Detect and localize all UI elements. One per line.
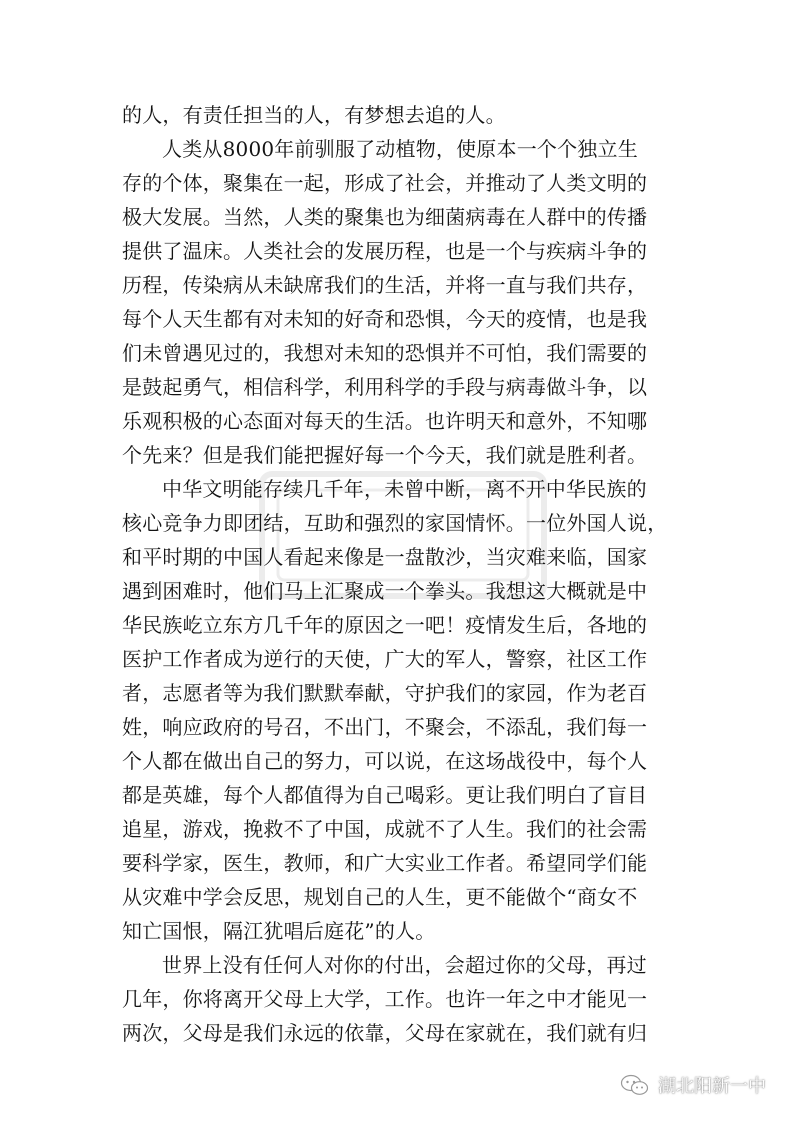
- text-line: 要科学家，医生，教师，和广大实业工作者。希望同学们能: [122, 851, 648, 875]
- text-line: 个先来？但是我们能把握好每一个今天，我们就是胜利者。: [122, 443, 648, 467]
- text-line: 每个人天生都有对未知的好奇和恐惧，今天的疫情，也是我: [122, 307, 648, 331]
- text-line: 极大发展。当然，人类的聚集也为细菌病毒在人群中的传播: [122, 205, 648, 229]
- text-line: 个人都在做出自己的努力，可以说，在这场战役中，每个人: [122, 749, 648, 773]
- text-line: 们未曾遇见过的，我想对未知的恐惧并不可怕，我们需要的: [122, 341, 648, 365]
- text-line: 历程，传染病从未缺席我们的生活，并将一直与我们共存，: [122, 273, 648, 297]
- account-watermark: [620, 1072, 766, 1098]
- text-line: 知亡国恨，隔江犹唱后庭花”的人。: [122, 919, 436, 943]
- text-line: 遇到困难时，他们马上汇聚成一个拳头。我想这大概就是中: [122, 579, 648, 603]
- text-line: 姓，响应政府的号召，不出门，不聚会，不添乱，我们每一: [122, 715, 648, 739]
- paragraph-first-line: 中华文明能存续几千年，未曾中断，离不开中华民族的: [162, 477, 647, 501]
- document-body: [122, 98, 682, 1050]
- text-line: 都是英雄，每个人都值得为自己喝彩。更让我们明白了盲目: [122, 783, 648, 807]
- text-line: 华民族屹立东方几千年的原因之一吧！疫情发生后，各地的: [122, 613, 648, 637]
- text-line: 者，志愿者等为我们默默奉献，守护我们的家园，作为老百: [122, 681, 648, 705]
- paragraph-first-line: 世界上没有任何人对你的付出，会超过你的父母，再过: [162, 953, 647, 977]
- text-line: 提供了温床。人类社会的发展历程，也是一个与疾病斗争的: [122, 239, 648, 263]
- text-line: 存的个体，聚集在一起，形成了社会，并推动了人类文明的: [122, 171, 648, 195]
- account-name: 湖北阳新一中: [658, 1076, 766, 1097]
- text-line: 从灾难中学会反思，规划自己的人生，更不能做个“商女不: [122, 885, 638, 909]
- text-line: 的人，有责任担当的人，有梦想去追的人。: [122, 103, 506, 127]
- text-line: 追星，游戏，挽救不了中国，成就不了人生。我们的社会需: [122, 817, 648, 841]
- text-line: 几年，你将离开父母上大学，工作。也许一年之中才能见一: [122, 987, 648, 1011]
- wechat-icon: [620, 1074, 650, 1096]
- text-line: 乐观积极的心态面对每天的生活。也许明天和意外，不知哪: [122, 409, 648, 433]
- text-line: 和平时期的中国人看起来像是一盘散沙，当灾难来临，国家: [122, 545, 648, 569]
- text-line: 医护工作者成为逆行的天使，广大的军人，警察，社区工作: [122, 647, 648, 671]
- text-line: 是鼓起勇气，相信科学，利用科学的手段与病毒做斗争，以: [122, 375, 648, 399]
- paragraph-first-line: 人类从8000年前驯服了动植物，使原本一个个独立生: [162, 137, 638, 161]
- text-line: 核心竞争力即团结，互助和强烈的家国情怀。一位外国人说，: [122, 511, 668, 535]
- text-line: 两次，父母是我们永远的依靠，父母在家就在，我们就有归: [122, 1021, 648, 1045]
